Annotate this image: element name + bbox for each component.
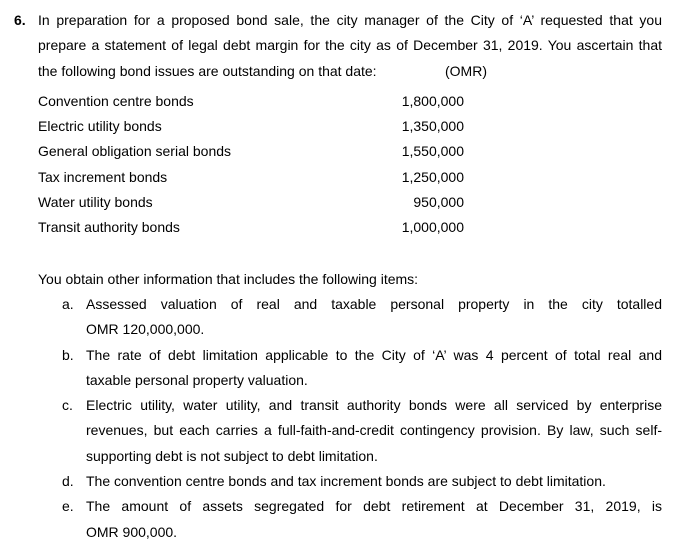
bond-row [38, 215, 464, 240]
item-line: Electric utility, water utility, and transit authority bonds were all serviced by enterprise [86, 397, 662, 414]
item-line: The rate of debt limitation applicable to the City of ‘A’ was 4 percent of total real and [86, 346, 662, 363]
list-item [62, 494, 662, 545]
bond-row [38, 114, 464, 139]
bond-amount: 1,250,000 [401, 168, 464, 185]
item-line: revenues, but each carries a full-faith-and-credit contingency provision. By law, such self- [86, 422, 662, 439]
bond-row [38, 190, 464, 215]
item-line: The amount of assets segregated for debt retirement at December 31, 2019, is [86, 498, 662, 515]
item-letter: c. [62, 397, 73, 414]
intro-line: prepare a statement of legal debt margin for the city as of December 31, 2019. You ascertain that [38, 37, 662, 54]
bond-name: Electric utility bonds [38, 118, 162, 135]
bond-list [38, 89, 464, 240]
bond-amount: 1,350,000 [401, 118, 464, 135]
bond-amount: 1,000,000 [401, 218, 464, 235]
bond-name: Transit authority bonds [38, 218, 180, 235]
list-item [62, 469, 662, 494]
item-line: The convention centre bonds and tax increment bonds are subject to debt limitation. [86, 473, 606, 490]
item-line: taxable personal property valuation. [86, 371, 308, 388]
bond-row [38, 89, 464, 114]
list-item [62, 393, 662, 469]
item-letter: b. [62, 346, 74, 363]
item-line: OMR 120,000,000. [86, 321, 205, 338]
bond-row [38, 139, 464, 164]
item-letter: a. [62, 296, 74, 312]
bond-name: Water utility bonds [38, 193, 153, 210]
item-letter: d. [62, 473, 74, 490]
bond-row [38, 165, 464, 190]
item-letter: e. [62, 498, 74, 515]
item-line: OMR 900,000. [86, 523, 178, 540]
intro-line-last [38, 59, 662, 84]
currency-label: (OMR) [445, 62, 487, 79]
bond-name: Tax increment bonds [38, 168, 168, 185]
list-item [62, 343, 662, 394]
bond-amount: 1,800,000 [401, 93, 464, 109]
item-line: supporting debt is not subject to debt limitation. [86, 447, 378, 464]
item-line: Assessed valuation of real and taxable personal property in the city totalled [86, 296, 662, 312]
bond-amount: 1,550,000 [401, 143, 464, 160]
intro-line: the following bond issues are outstanding on that date: [38, 62, 377, 79]
bond-amount: 950,000 [413, 193, 464, 210]
question-number: 6. [14, 12, 26, 28]
other-info-list [62, 292, 662, 545]
bond-name: General obligation serial bonds [38, 143, 232, 160]
intro-line: In preparation for a proposed bond sale, the city manager of the City of ‘A’ requested that you [38, 12, 662, 28]
list-item [62, 292, 662, 343]
bond-name: Convention centre bonds [38, 93, 194, 109]
question-intro [38, 8, 662, 84]
other-info-heading: You obtain other information that includes the following items: [38, 271, 419, 287]
